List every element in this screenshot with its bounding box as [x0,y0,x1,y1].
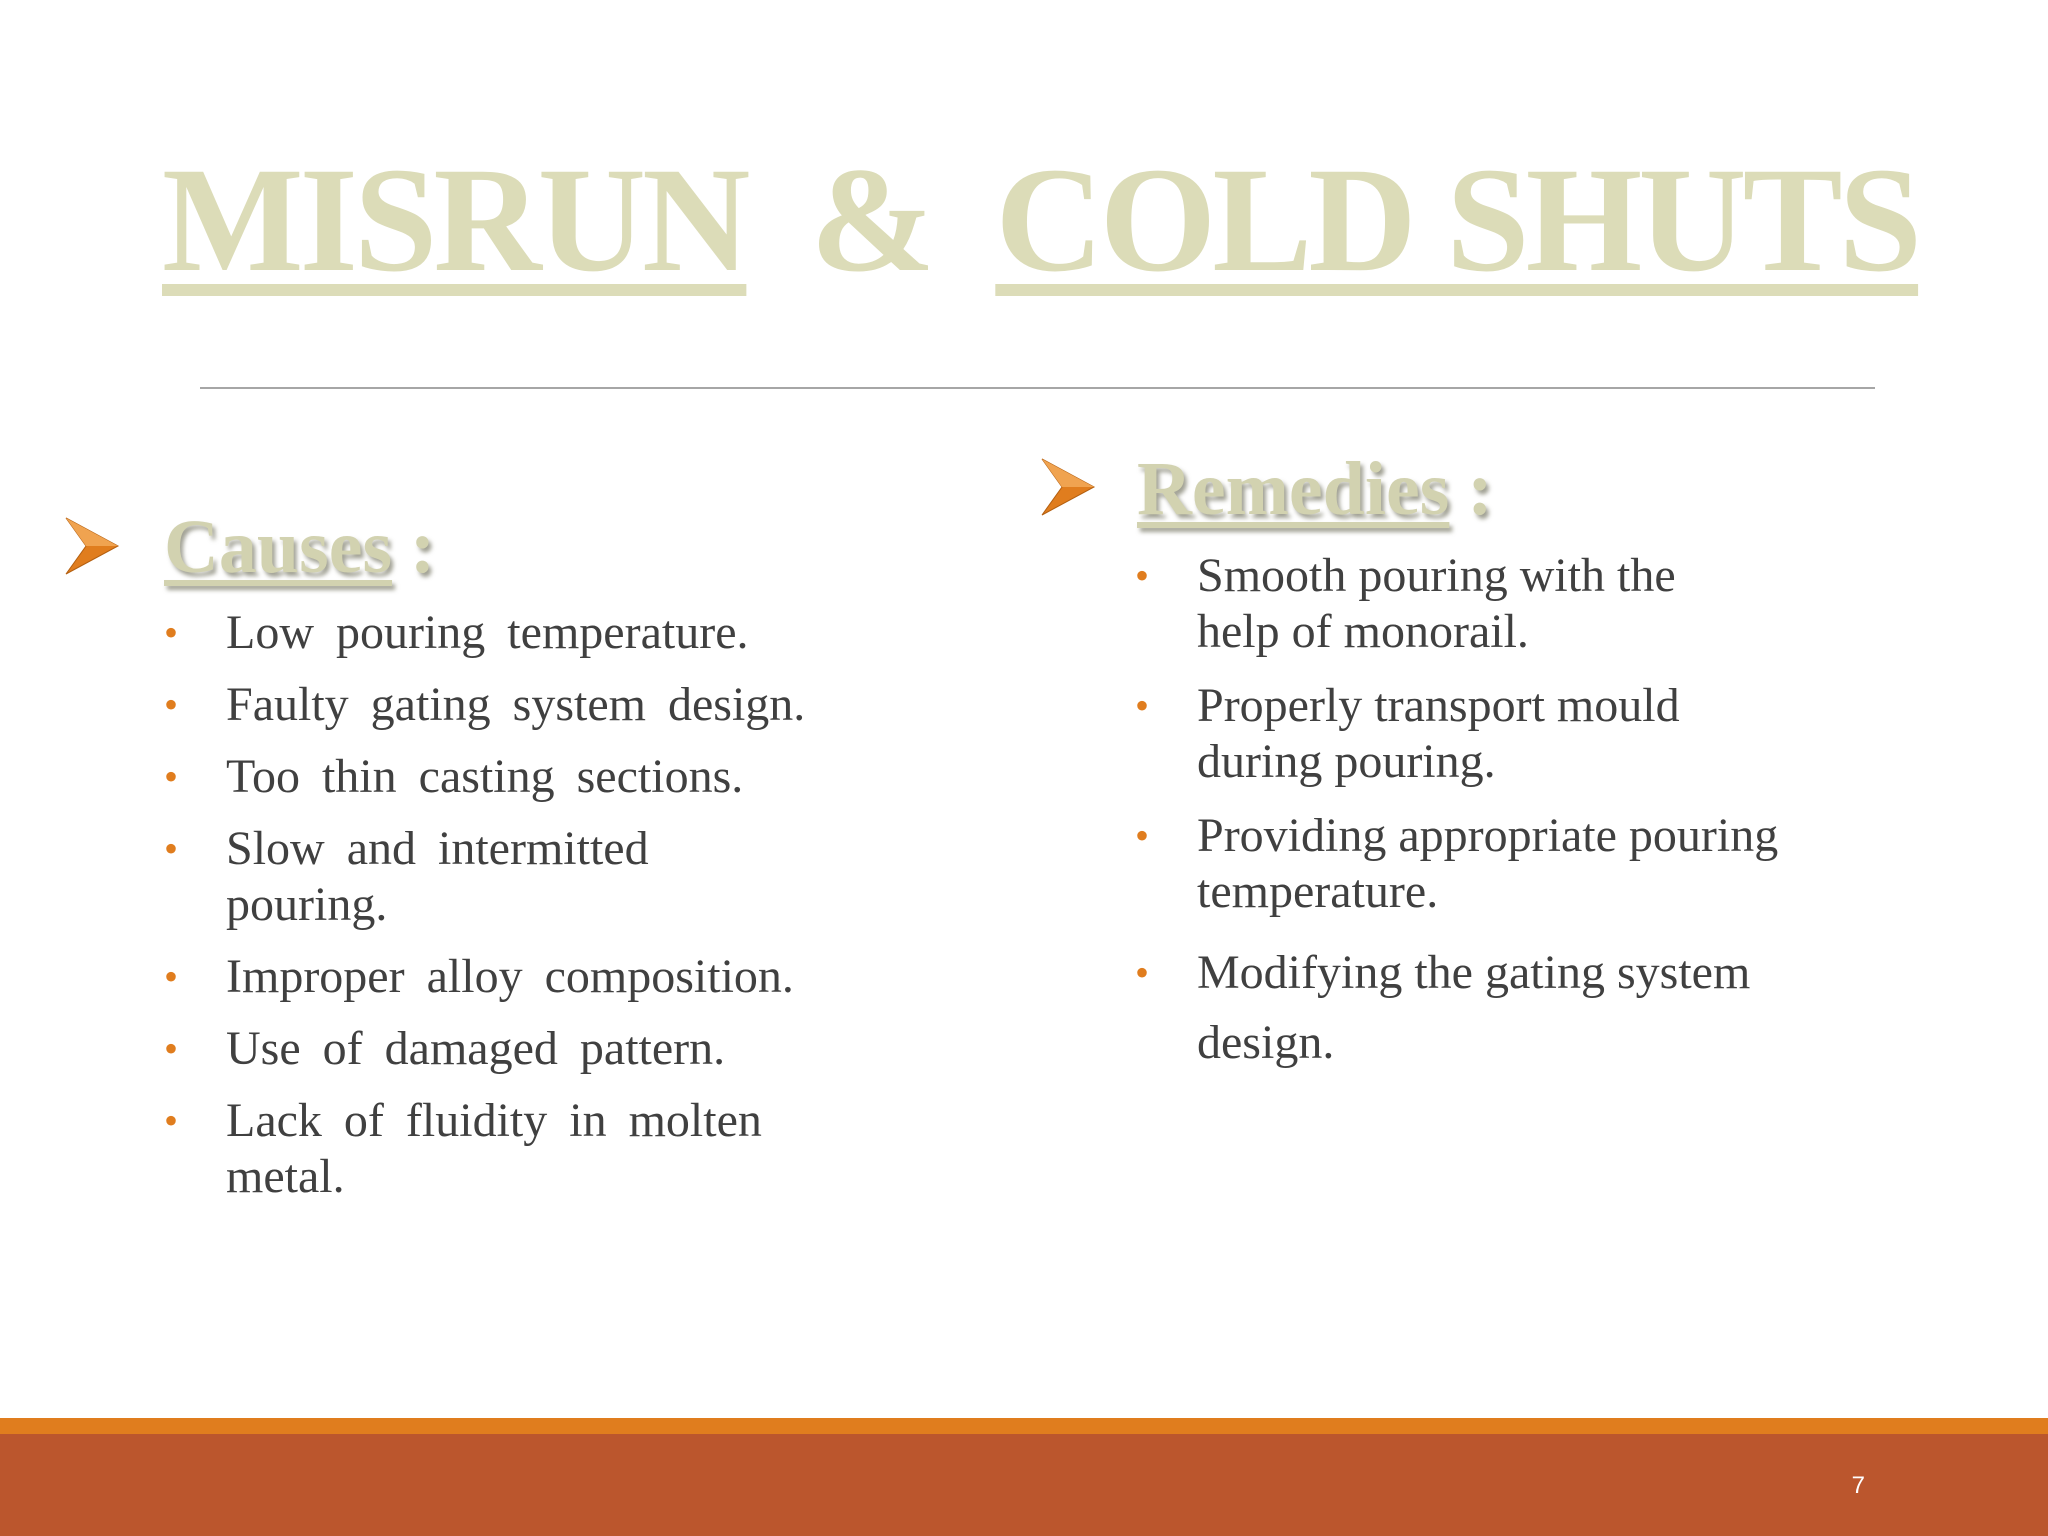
remedy-text: Smooth pouring with the help of monorail. [1197,549,1676,658]
causes-arrowhead-icon [64,514,120,578]
dot-bullet-icon: • [164,1098,179,1143]
list-item [164,949,924,1005]
remedy-text: Modifying the gating system design. [1197,946,1751,1069]
title-divider [200,387,1875,389]
remedies-heading [1137,447,1493,531]
title-misrun: MISRUN [162,137,747,303]
causes-heading [164,505,435,589]
dot-bullet-icon: • [164,826,179,871]
remedy-text: Properly transport mould during pouring. [1197,679,1680,788]
list-item [164,1021,924,1077]
footer-bar [0,1434,2048,1536]
page-number: 7 [1851,1472,1865,1499]
dot-bullet-icon: • [164,754,179,799]
causes-heading-colon: : [410,505,436,589]
dot-bullet-icon: • [164,1026,179,1071]
list-item [1135,548,1727,660]
list-item [164,749,924,805]
cause-text: Lack of fluidity in molten metal. [226,1094,762,1203]
remedies-heading-text: Remedies [1137,447,1450,531]
list-item [1135,938,1837,1078]
dot-bullet-icon: • [164,610,179,655]
dot-bullet-icon: • [1135,683,1150,728]
cause-text: Faulty gating system design. [226,678,806,731]
list-item [164,1093,866,1205]
dot-bullet-icon: • [1135,553,1150,598]
list-item [1135,808,1917,920]
title-ampersand: & [810,137,932,303]
causes-heading-text: Causes [164,505,393,589]
dot-bullet-icon: • [1135,813,1150,858]
dot-bullet-icon: • [1135,950,1150,995]
list-item [164,821,706,933]
remedies-arrowhead-icon [1040,455,1096,519]
cause-text: Too thin casting sections. [226,750,744,803]
cause-text: Improper alloy composition. [226,950,794,1003]
dot-bullet-icon: • [164,682,179,727]
list-item [164,605,924,661]
remedies-heading-colon: : [1467,447,1493,531]
causes-list [164,605,924,1221]
dot-bullet-icon: • [164,954,179,999]
list-item [164,677,924,733]
title-cold-shuts: COLD SHUTS [995,137,1919,303]
list-item [1135,678,1727,790]
cause-text: Slow and intermitted pouring. [226,822,649,931]
footer-accent-bar [0,1418,2048,1434]
remedies-list [1135,548,1935,1094]
remedy-text: Providing appropriate pouring temperature. [1197,809,1779,918]
cause-text: Low pouring temperature. [226,606,749,659]
slide-title [162,137,1919,303]
cause-text: Use of damaged pattern. [226,1022,726,1075]
